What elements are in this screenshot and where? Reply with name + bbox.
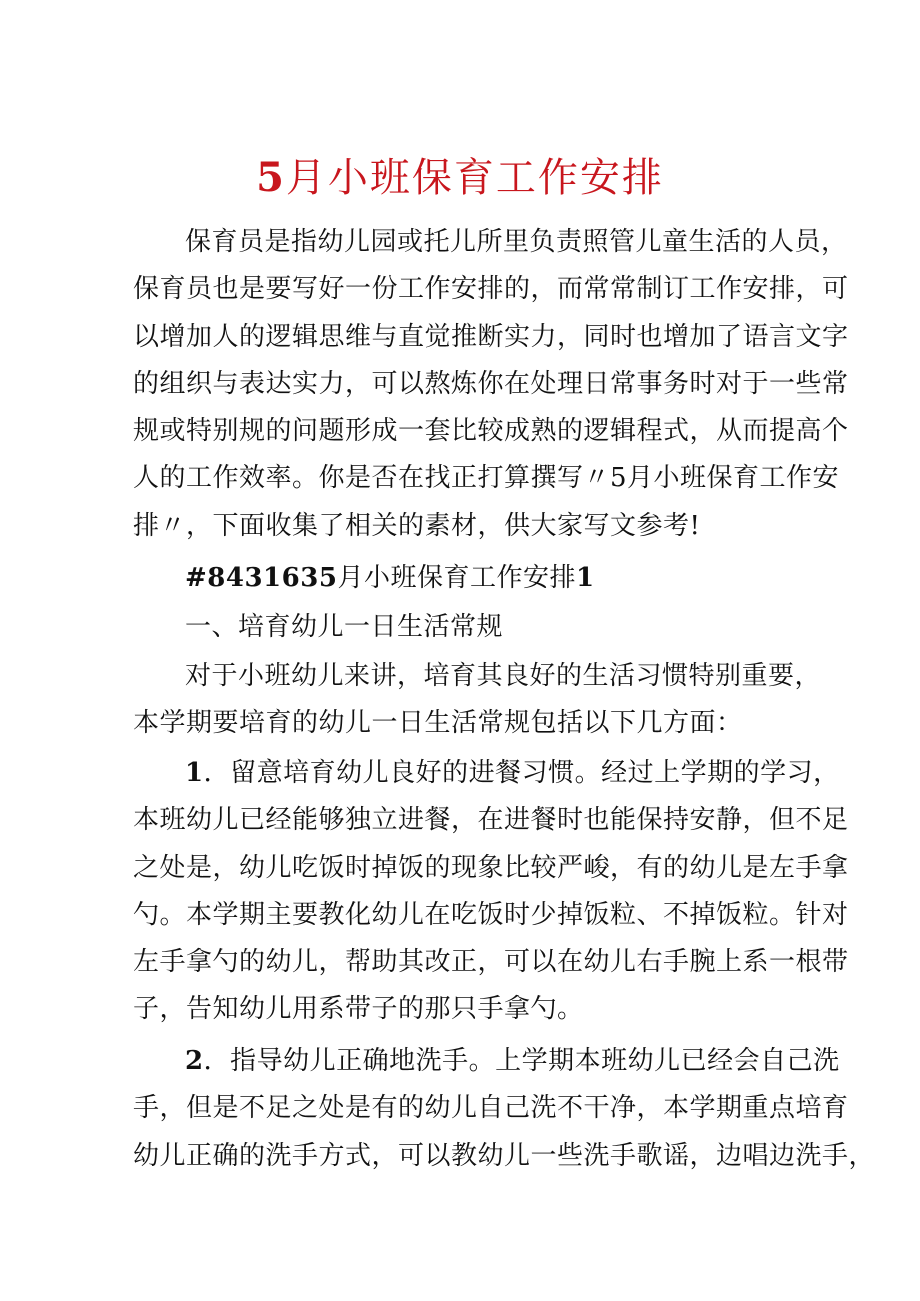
item1-line: 勺。本学期主要教化幼儿在吃饭时少掉饭粒、不掉饭粒。针对 [133,899,849,930]
intro-line: 排〃，下面收集了相关的素材，供大家写文参考! [133,510,701,541]
item2-line: 幼儿正确的洗手方式，可以教幼儿一些洗手歌谣，边唱边洗手， [133,1140,876,1171]
title-text: 月小班保育工作安排 [285,155,664,201]
intro-paragraph [133,219,849,550]
item-1 [133,750,849,1034]
intro-line: 规或特别规的问题形成一套比较成熟的逻辑程式，从而提高个 [133,416,849,447]
item1-line: 之处是，幼儿吃饭时掉饭的现象比较严峻，有的幼儿是左手拿 [133,852,849,883]
item-2 [133,1038,876,1180]
item2-line: 手，但是不足之处是有的幼儿自己洗不干净，本学期重点培育 [133,1093,849,1124]
item1-line: 本班幼儿已经能够独立进餐，在进餐时也能保持安静，但不足 [133,805,849,836]
heading-number: #843163 [185,563,319,593]
section-heading [133,555,793,602]
item2-line: ．指导幼儿正确地洗手。上学期本班幼儿已经会自己洗 [203,1046,840,1076]
item1-line: 子，告知幼儿用系带子的那只手拿勺。 [133,994,584,1025]
item1-number: 1 [185,758,204,788]
section1-intro [133,653,822,748]
section1-intro-line: 对于小班幼儿来讲，培育其良好的生活习惯特别重要， [185,661,822,691]
section1-intro-line: 本学期要培育的幼儿一日生活常规包括以下几方面： [133,708,743,739]
intro-line: 保育员是指幼儿园或托儿所里负责照管儿童生活的人员， [185,227,848,257]
intro-line: 保育员也是要写好一份工作安排的，而常常制订工作安排，可 [133,274,849,305]
item1-line: ．留意培育幼儿良好的进餐习惯。经过上学期的学习， [203,758,840,788]
section1-title: 一、培育幼儿一日生活常规 [185,612,504,642]
document-title [0,150,920,206]
heading-tail: 1 [575,563,595,593]
item1-line: 左手拿勺的幼儿，帮助其改正，可以在幼儿右手腕上系一根带 [133,947,849,978]
section1-heading [133,604,793,651]
heading-text: 月小班保育工作安排 [337,563,576,593]
heading-number-2: 5 [318,563,338,593]
intro-line: 人的工作效率。你是否在找正打算撰写〃5月小班保育工作安 [133,463,840,494]
title-number: 5 [256,154,286,201]
intro-line: 以增加人的逻辑思维与直觉推断实力，同时也增加了语言文字 [133,321,849,352]
intro-line: 的组织与表达实力，可以熬炼你在处理日常事务时对于一些常 [133,368,849,399]
item2-number: 2 [185,1046,204,1076]
